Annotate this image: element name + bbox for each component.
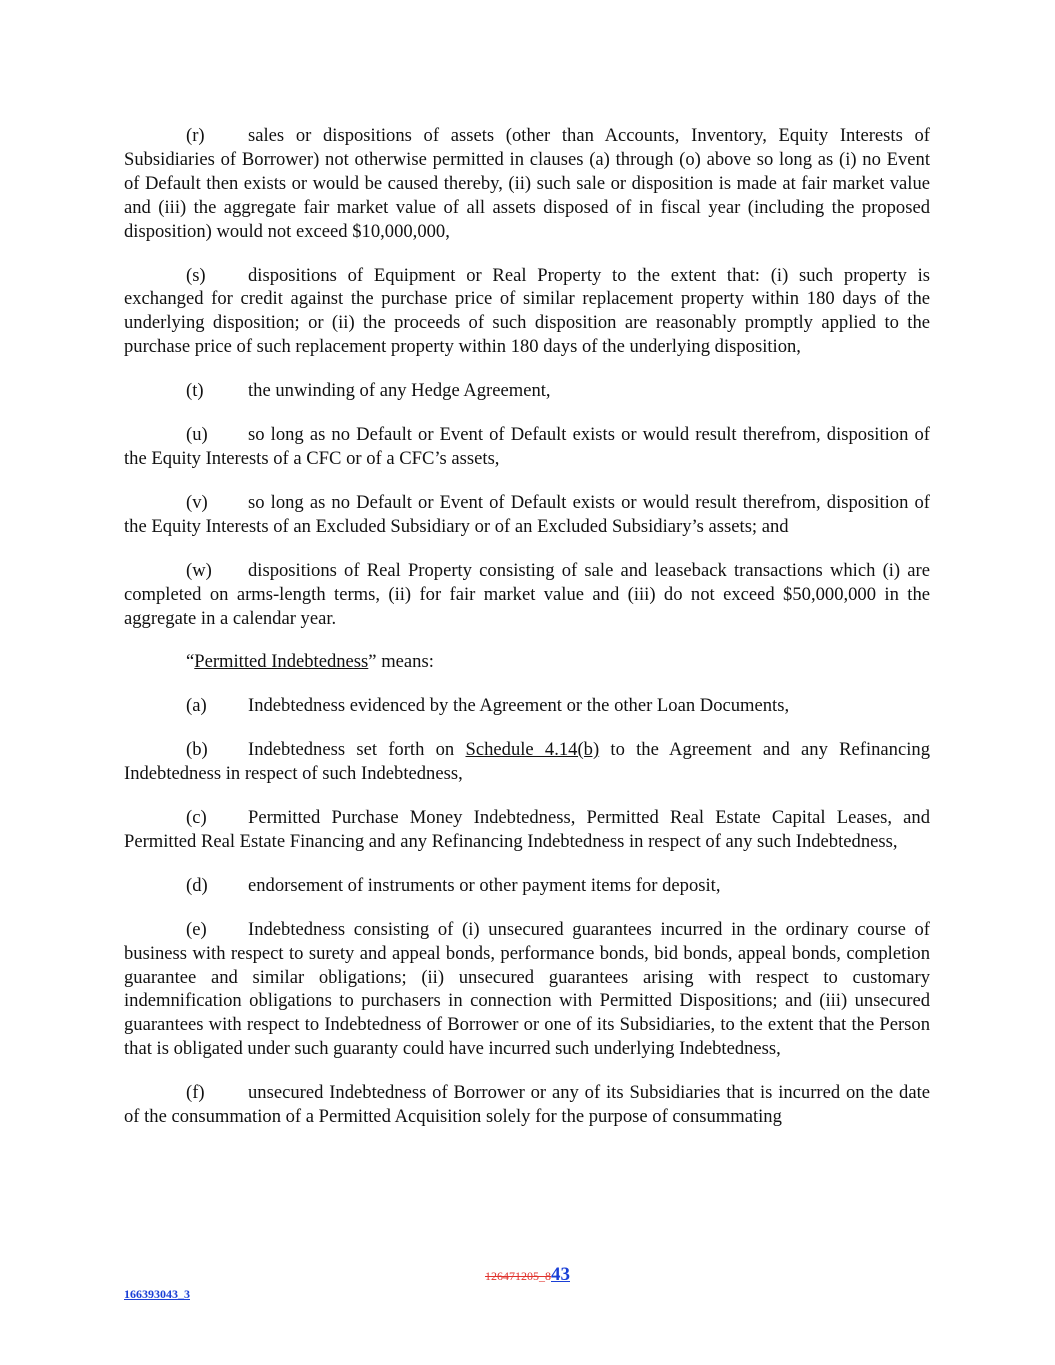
- item-label: (f): [186, 1082, 205, 1104]
- clause-label: (v): [186, 491, 208, 513]
- deleted-page-id: 126471205_8: [485, 1269, 551, 1283]
- item-e: [124, 918, 930, 1061]
- clause-label: (w): [186, 559, 212, 581]
- item-text: Indebtedness set forth on: [248, 739, 466, 761]
- clause-label: (u): [186, 424, 208, 446]
- item-text: endorsement of instruments or other payment items for deposit,: [248, 874, 721, 896]
- definition-heading: [124, 650, 930, 674]
- clause-label: (t): [186, 380, 204, 402]
- item-text: Indebtedness consisting of (i) unsecured guarantees incurred in the ordinary course of business with respect to surety and appeal bonds, performance bonds, bid bonds, appeal bonds, completion guarantee and similar obligations; (ii) unsecured guarantees arising with respect to customary indemnification obligations to purchasers in connection with Permitted Dispositions; and (iii) unsecured guarantees with respect to Indebtedness of Borrower or one of its Subsidiaries, to the extent that the Person that is obligated under such guaranty could have incurred such underlying Indebtedness,: [124, 918, 930, 1060]
- clause-s: [124, 264, 930, 360]
- clause-text: the unwinding of any Hedge Agreement,: [248, 380, 551, 402]
- item-label: (d): [186, 874, 208, 896]
- item-f: [124, 1081, 930, 1129]
- document-id[interactable]: 166393043_3: [124, 1287, 190, 1301]
- open-quote: “: [186, 651, 195, 673]
- clause-r: [124, 124, 930, 244]
- item-text-post: to the Agreement and any Refinancing Indebtedness in respect of such Indebtedness,: [124, 739, 930, 785]
- clause-w: [124, 559, 930, 631]
- clause-v: [124, 491, 930, 539]
- clause-label: (s): [186, 264, 206, 286]
- item-label: (c): [186, 807, 207, 829]
- item-label: (b): [186, 739, 208, 761]
- clause-label: (r): [186, 125, 205, 146]
- item-d: [124, 874, 930, 898]
- schedule-link[interactable]: Schedule 4.14(b): [465, 739, 600, 761]
- clause-text: dispositions of Equipment or Real Property to the extent that: (i) such property is exchanged for credit against the purchase price of similar replacement property within 180 days of the underlying disposition; or (ii) the proceeds of such disposition are reasonably promptly applied to the purchase price of such replacement property within 180 days of the underlying disposition,: [124, 264, 930, 358]
- item-a: [124, 694, 930, 718]
- item-b: [124, 738, 930, 786]
- item-text: Permitted Purchase Money Indebtedness, Permitted Real Estate Capital Leases, and Permitted Real Estate Financing and any Refinancing Indebtedness in respect of any such Indebtedness,: [124, 807, 930, 852]
- clause-text: dispositions of Real Property consisting of sale and leaseback transactions which (i) are completed on arms-length terms, (ii) for fair market value and (iii) do not exceed $50,000,000 in the aggregate in a calendar year.: [124, 559, 930, 629]
- clause-text: so long as no Default or Event of Default exists or would result therefrom, disposition of the Equity Interests of an Excluded Subsidiary or of an Excluded Subsidiary’s assets; and: [124, 491, 930, 537]
- definition-rest: ” means:: [368, 651, 434, 673]
- document-body: [124, 124, 930, 1149]
- page-number[interactable]: 43: [551, 1264, 570, 1285]
- clause-text: so long as no Default or Event of Default exists or would result therefrom, disposition of the Equity Interests of a CFC or of a CFC’s assets,: [124, 424, 930, 469]
- item-label: (a): [186, 695, 207, 717]
- item-c: [124, 806, 930, 854]
- page-footer: [0, 1264, 1055, 1286]
- clause-text: sales or dispositions of assets (other than Accounts, Inventory, Equity Interests of Subsidiaries of Borrower) not otherwise permitted in clauses (a) through (o) above so long as (i) no Event of Default then exists or would be caused thereby, (ii) such sale or disposition is made at fair market value and (iii) the aggregate fair market value of all assets disposed of in fiscal year (including the proposed disposition) would not exceed $10,000,000,: [124, 125, 930, 242]
- defined-term: Permitted Indebtedness: [194, 651, 369, 673]
- item-label: (e): [186, 918, 207, 940]
- clause-t: [124, 379, 930, 403]
- item-text: unsecured Indebtedness of Borrower or any of its Subsidiaries that is incurred on the date of the consummation of a Permitted Acquisition solely for the purpose of consummating: [124, 1082, 930, 1128]
- item-text: Indebtedness evidenced by the Agreement or the other Loan Documents,: [248, 695, 790, 717]
- clause-u: [124, 423, 930, 471]
